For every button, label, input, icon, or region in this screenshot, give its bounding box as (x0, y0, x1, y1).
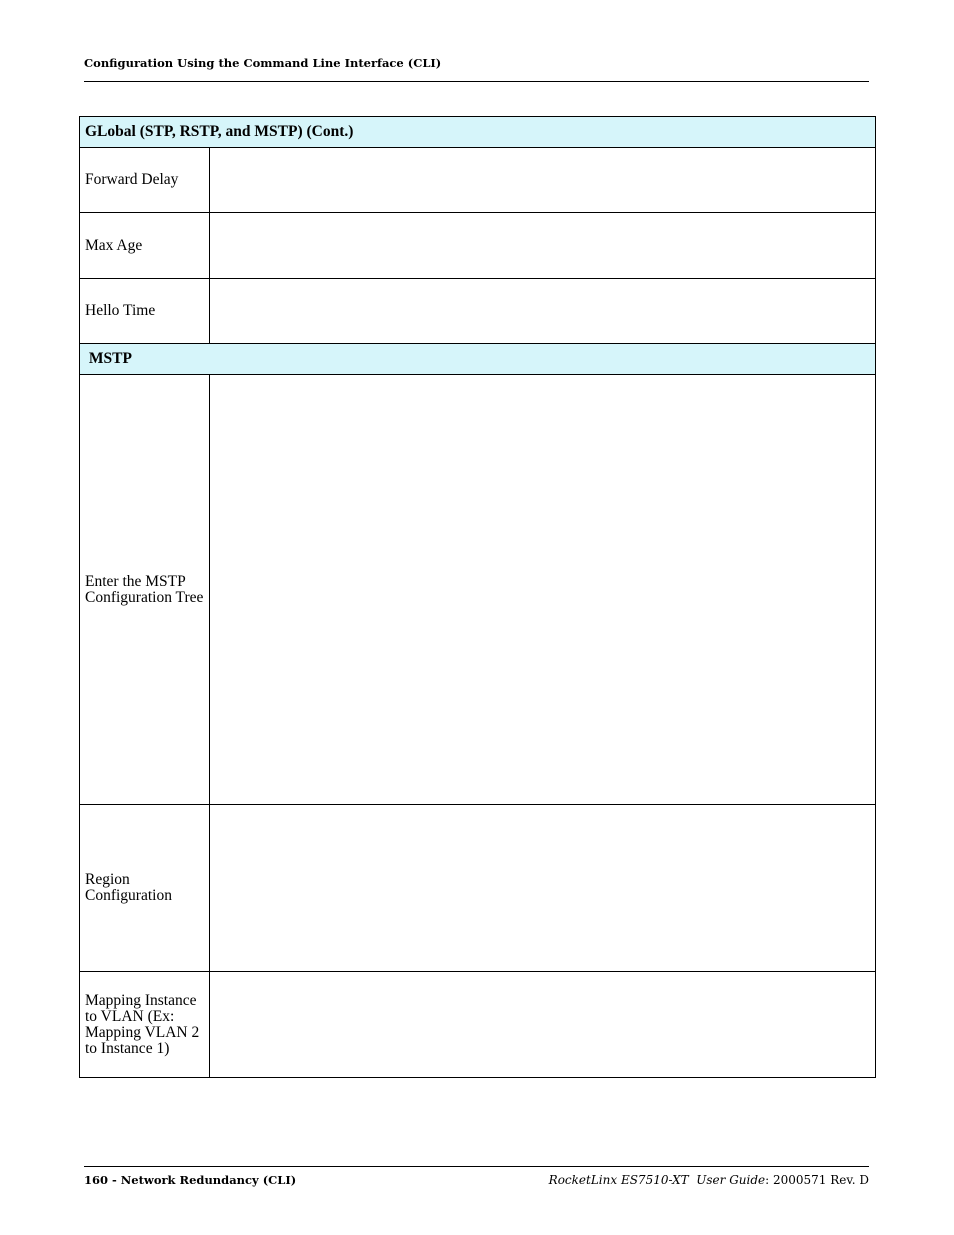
cli-command-table (79, 116, 876, 1078)
table-row (80, 279, 876, 344)
row-content-forward-delay (210, 148, 876, 213)
table-row (80, 375, 876, 805)
footer-doc-info (549, 1173, 869, 1187)
footer-divider (84, 1166, 869, 1167)
section-title-global: GLobal (STP, RSTP, and MSTP) (Cont.) (80, 117, 876, 148)
row-label-enter-mstp-tree: Enter the MSTP Configuration Tree (80, 375, 210, 805)
row-content-max-age (210, 213, 876, 279)
footer-doc-number: : 2000571 Rev. D (765, 1173, 869, 1187)
row-label-mapping-instance: Mapping Instance to VLAN (Ex: Mapping VLAN 2 to Instance 1) (80, 972, 210, 1078)
row-label-region-configuration: Region Configuration (80, 805, 210, 972)
footer-page-label: 160 - Network Redundancy (CLI) (84, 1173, 297, 1187)
header-divider (84, 81, 869, 82)
section-header-row (80, 344, 876, 375)
row-content-region-configuration (210, 805, 876, 972)
row-label-hello-time: Hello Time (80, 279, 210, 344)
table-row (80, 213, 876, 279)
table-row (80, 148, 876, 213)
section-header-row (80, 117, 876, 148)
table-row (80, 972, 876, 1078)
row-content-mapping-instance (210, 972, 876, 1078)
row-label-forward-delay: Forward Delay (80, 148, 210, 213)
row-content-enter-mstp-tree (210, 375, 876, 805)
row-content-hello-time (210, 279, 876, 344)
table-row (80, 805, 876, 972)
running-header: Configuration Using the Command Line Interface (CLI) (84, 56, 442, 70)
footer-product-name: RocketLinx ES7510-XT User Guide (548, 1173, 766, 1187)
section-title-mstp: MSTP (80, 344, 876, 375)
row-label-max-age: Max Age (80, 213, 210, 279)
